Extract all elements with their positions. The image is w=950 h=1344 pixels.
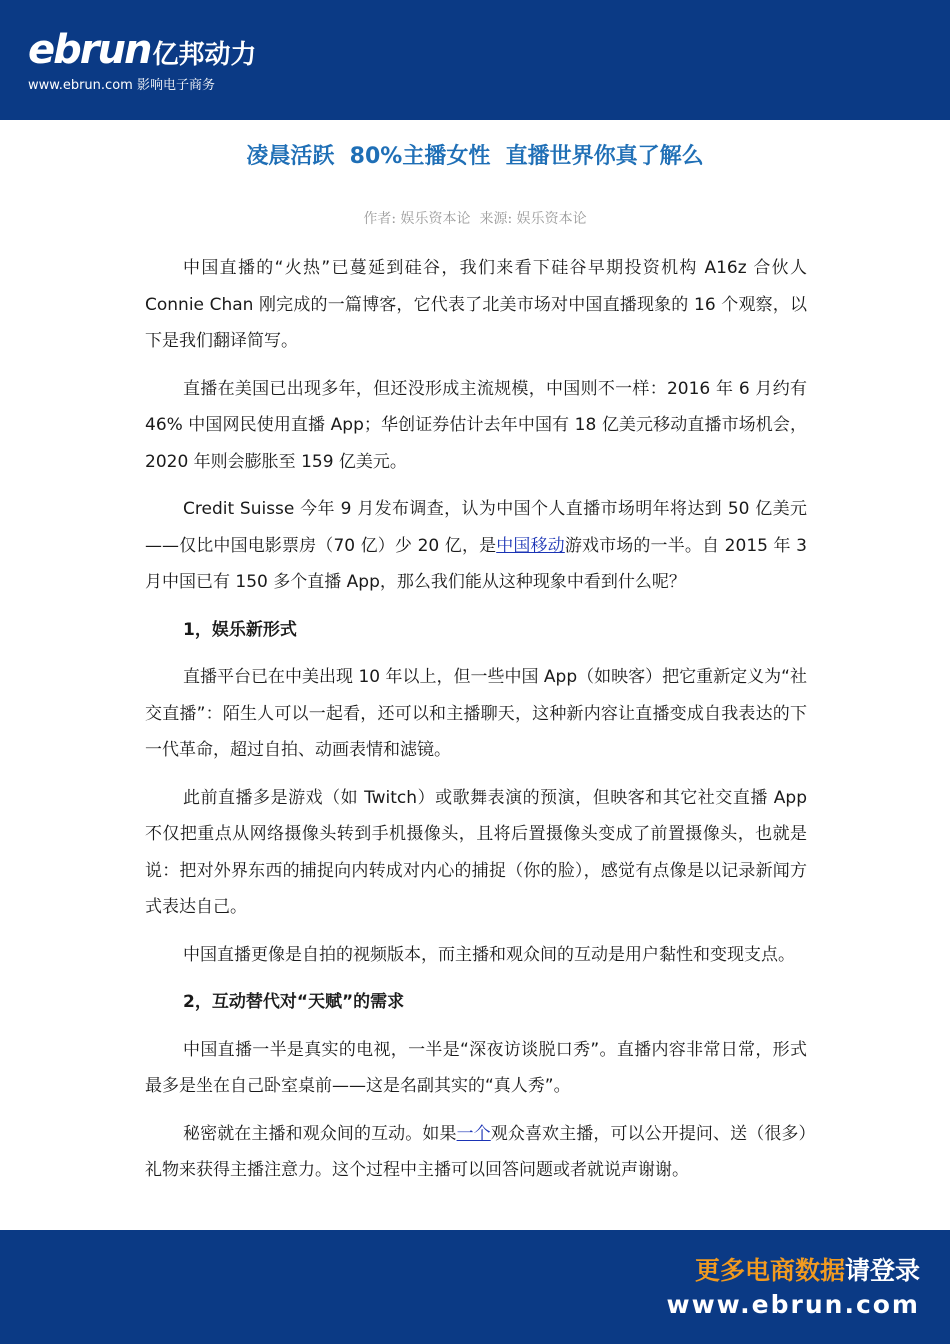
header-banner — [0, 0, 950, 120]
paragraph-6: 中国直播更像是自拍的视频版本，而主播和观众间的互动是用户黏性和变现支点。 — [183, 944, 795, 965]
paragraph-5: 此前直播多是游戏（如 Twitch）或歌舞表演的预演，但映客和其它社交直播 App 不仅把重点从网络摄像头转到手机摄像头，且将后置摄像头变成了前置摄像头，也就是说：把对外界东西的捕捉向内转成对内心的捕捉（你的脸），感觉有点像是以记录新闻方式表达自己。 — [145, 787, 807, 917]
footer-cta — [666, 1254, 920, 1288]
logo-ebrun-text: ebrun — [28, 27, 151, 73]
logo-tagline: www.ebrun.com 影响电子商务 — [28, 78, 215, 93]
footer-cta-block[interactable] — [666, 1254, 920, 1322]
one-link[interactable]: 一个 — [456, 1123, 491, 1144]
section-heading-1: 1，娱乐新形式 — [183, 619, 297, 640]
paragraph-2: 直播在美国已出现多年，但还没形成主流规模，中国则不一样：2016 年 6 月约有 46% 中国网民使用直播 App；华创证券估计去年中国有 18 亿美元移动直播市场机会，2020 年则会膨胀至 159 亿美元。 — [145, 378, 807, 472]
ebrun-logo[interactable] — [28, 28, 256, 93]
article-body — [145, 250, 807, 1200]
paragraph-8-text-b: 观众喜欢主播，可以公开提问、送（很多）礼物来获得主播注意力。这个过程中主播可以回答问题或者就说声谢谢。 — [145, 1123, 808, 1180]
article-title: 凌晨活跃 80%主播女性 直播世界你真了解么 — [246, 144, 704, 169]
paragraph-7: 中国直播一半是真实的电视，一半是“深夜访谈脱口秀”。直播内容非常日常，形式最多是坐在自己卧室桌前——这是名副其实的“真人秀”。 — [145, 1039, 807, 1096]
paragraph-3-text-b: 游戏市场的一半。自 2015 年 3 月中国已有 150 多个直播 App，那么我们能从这种现象中看到什么呢？ — [145, 535, 808, 592]
footer-banner — [0, 1230, 950, 1344]
paragraph-3 — [145, 491, 807, 601]
article-byline: 作者: 娱乐资本论 来源: 娱乐资本论 — [363, 211, 587, 227]
footer-url: www.ebrun.com — [666, 1290, 920, 1319]
paragraph-1: 中国直播的“火热”已蔓延到硅谷，我们来看下硅谷早期投资机构 A16z 合伙人 Connie Chan 刚完成的一篇博客，它代表了北美市场对中国直播现象的 16 个观察，以下是我们翻译简写。 — [145, 258, 807, 351]
paragraph-8-text-a: 秘密就在主播和观众间的互动。如果 — [183, 1123, 457, 1144]
section-heading-2: 2，互动替代对“天赋”的需求 — [183, 992, 405, 1012]
footer-cta-login: 请登录 — [844, 1256, 920, 1285]
logo-wordmark — [28, 28, 256, 72]
paragraph-4: 直播平台已在中美出现 10 年以上，但一些中国 App（如映客）把它重新定义为“社交直播”：陌生人可以一起看，还可以和主播聊天，这种新内容让直播变成自我表达的下一代革命，超过自拍、动画表情和滤镜。 — [145, 667, 807, 760]
paragraph-8 — [145, 1116, 807, 1189]
logo-chinese-text: 亿邦动力 — [152, 40, 257, 70]
china-mobile-link[interactable]: 中国移动 — [496, 535, 565, 556]
paragraph-3-text-a: Credit Suisse 今年 9 月发布调查，认为中国个人直播市场明年将达到 50 亿美元——仅比中国电影票房（70 亿）少 20 亿，是 — [145, 499, 807, 556]
footer-cta-accent: 更多电商数据 — [694, 1256, 845, 1285]
